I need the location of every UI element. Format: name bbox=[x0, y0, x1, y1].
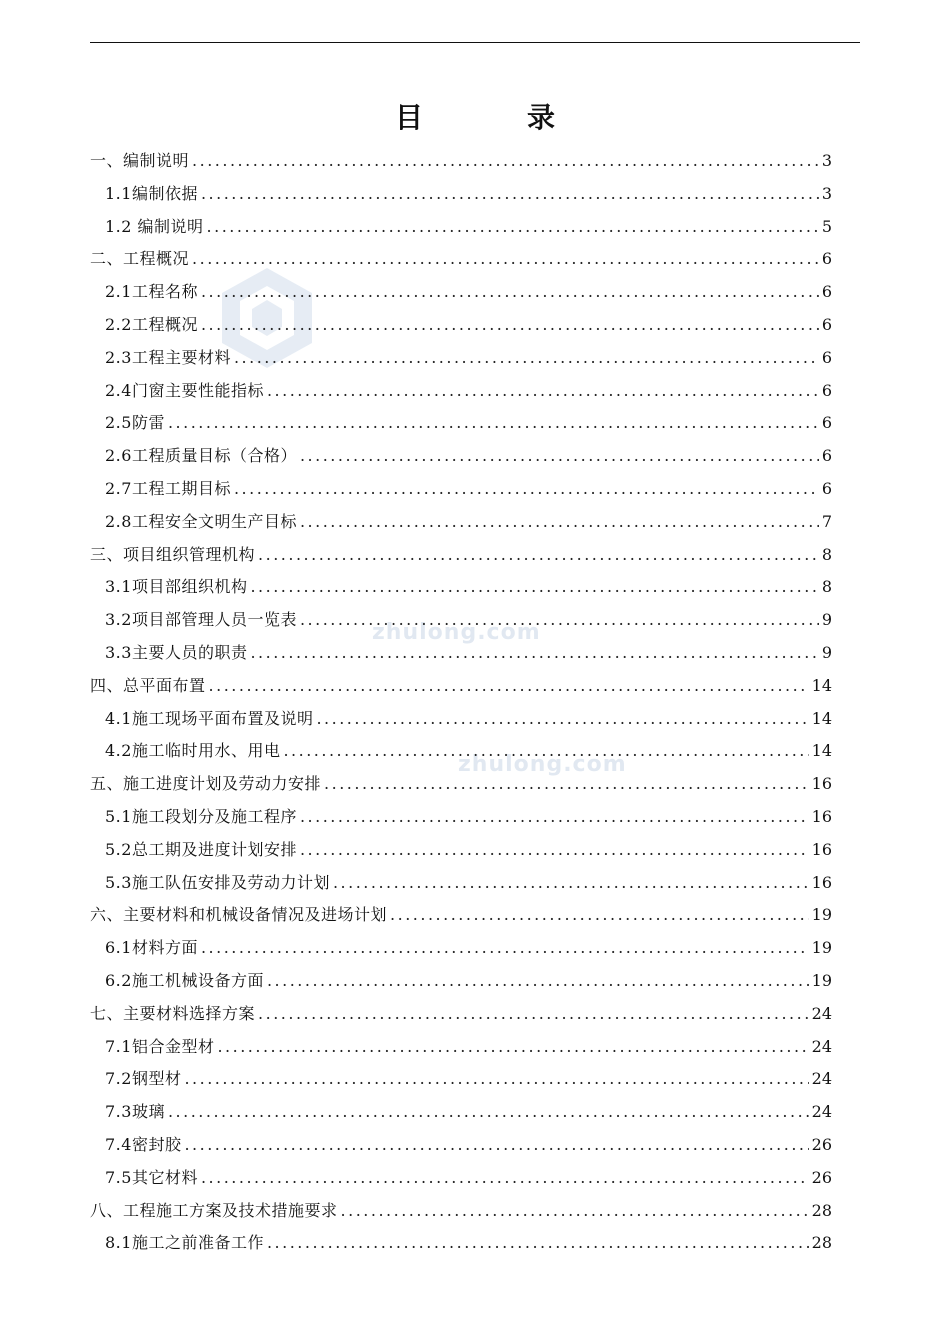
toc-entry-label: 三、项目组织管理机构 bbox=[90, 544, 256, 564]
watermark-text: zhulong.com bbox=[458, 752, 627, 777]
toc-entry-page-number: 24 bbox=[811, 1102, 832, 1122]
toc-dot-leader bbox=[201, 309, 819, 342]
toc-entry-page-number: 26 bbox=[811, 1134, 832, 1154]
toc-entry-page-number: 16 bbox=[811, 872, 832, 892]
toc-entry-page-number: 24 bbox=[811, 1069, 832, 1089]
toc-entry-page-number: 3 bbox=[821, 151, 832, 170]
toc-dot-leader bbox=[283, 735, 808, 768]
toc-dot-leader bbox=[209, 670, 809, 703]
toc-entry-label: 2.2工程概况 bbox=[105, 314, 198, 334]
toc-entry-page-number: 6 bbox=[821, 282, 832, 302]
toc-entry-label: 2.5防雷 bbox=[105, 413, 165, 433]
toc-entry-label: 4.1施工现场平面布置及说明 bbox=[105, 708, 314, 728]
toc-entry[interactable] bbox=[90, 1063, 832, 1096]
toc-entry-label: 2.4门窗主要性能指标 bbox=[105, 380, 264, 400]
toc-entry-label: 八、工程施工方案及技术措施要求 bbox=[90, 1200, 338, 1220]
toc-dot-leader bbox=[390, 899, 809, 932]
toc-entry-label: 2.6工程质量目标（合格） bbox=[105, 446, 297, 466]
toc-entry[interactable] bbox=[90, 506, 832, 539]
toc-dot-leader bbox=[201, 276, 819, 309]
toc-entry-label: 1.1编制依据 bbox=[105, 183, 198, 203]
toc-dot-leader bbox=[258, 998, 809, 1031]
toc-dot-leader bbox=[250, 571, 818, 604]
toc-entry[interactable] bbox=[90, 473, 832, 506]
toc-entry-label: 7.4密封胶 bbox=[105, 1134, 182, 1154]
header-rule bbox=[90, 42, 860, 43]
toc-entry-page-number: 24 bbox=[811, 1003, 832, 1023]
toc-entry-page-number: 9 bbox=[821, 642, 832, 662]
toc-entry-label: 4.2施工临时用水、用电 bbox=[105, 741, 281, 761]
toc-entry[interactable] bbox=[90, 604, 832, 637]
toc-entry-label: 7.5其它材料 bbox=[105, 1167, 198, 1187]
toc-entry[interactable] bbox=[90, 243, 832, 276]
toc-entry-label: 7.1铝合金型材 bbox=[105, 1036, 215, 1056]
toc-entry-label: 5.3施工队伍安排及劳动力计划 bbox=[105, 872, 330, 892]
toc-entry-page-number: 28 bbox=[811, 1233, 832, 1253]
toc-entry-label: 5.1施工段划分及施工程序 bbox=[105, 806, 297, 826]
toc-entry[interactable] bbox=[90, 571, 832, 604]
toc-dot-leader bbox=[250, 637, 818, 670]
toc-dot-leader bbox=[201, 932, 809, 965]
toc-entry-label: 一、编制说明 bbox=[90, 151, 190, 170]
toc-entry[interactable] bbox=[90, 932, 832, 965]
toc-entry-label: 二、工程概况 bbox=[90, 249, 190, 269]
toc-entry-page-number: 19 bbox=[811, 905, 832, 925]
toc-entry[interactable] bbox=[90, 670, 832, 703]
toc-entry-page-number: 6 bbox=[821, 380, 832, 400]
toc-entry-label: 7.2钢型材 bbox=[105, 1069, 182, 1089]
toc-entry-page-number: 6 bbox=[821, 413, 832, 433]
toc-entry[interactable] bbox=[90, 768, 832, 801]
toc-entry-page-number: 6 bbox=[821, 446, 832, 466]
toc-entry-label: 5.2总工期及进度计划安排 bbox=[105, 839, 297, 859]
toc-dot-leader bbox=[217, 1031, 808, 1064]
toc-entry-label: 四、总平面布置 bbox=[90, 675, 206, 695]
toc-entry-page-number: 5 bbox=[821, 216, 832, 236]
toc-entry-page-number: 16 bbox=[811, 839, 832, 859]
toc-dot-leader bbox=[258, 539, 819, 572]
toc-entry-page-number: 9 bbox=[821, 610, 832, 630]
toc-dot-leader bbox=[300, 834, 809, 867]
toc-entry[interactable] bbox=[90, 178, 832, 211]
toc-entry[interactable] bbox=[90, 834, 832, 867]
toc-dot-leader bbox=[333, 867, 809, 900]
toc-entry[interactable] bbox=[90, 342, 832, 375]
toc-entry[interactable] bbox=[90, 801, 832, 834]
toc-entry[interactable] bbox=[90, 1129, 832, 1162]
toc-entry-page-number: 19 bbox=[811, 938, 832, 958]
toc-entry[interactable] bbox=[90, 1096, 832, 1129]
toc-dot-leader bbox=[234, 473, 819, 506]
toc-entry-label: 七、主要材料选择方案 bbox=[90, 1003, 256, 1023]
toc-entry[interactable] bbox=[90, 539, 832, 572]
toc-dot-leader bbox=[201, 178, 819, 211]
toc-entry-label: 六、主要材料和机械设备情况及进场计划 bbox=[90, 905, 388, 925]
toc-entry[interactable] bbox=[90, 440, 832, 473]
toc-entry-label: 7.3玻璃 bbox=[105, 1102, 165, 1122]
toc-dot-leader bbox=[300, 604, 819, 637]
toc-entry-page-number: 14 bbox=[811, 708, 832, 728]
toc-entry-label: 2.1工程名称 bbox=[105, 282, 198, 302]
toc-dot-leader bbox=[324, 768, 809, 801]
toc-dot-leader bbox=[267, 965, 809, 998]
toc-entry-page-number: 16 bbox=[811, 774, 832, 794]
toc-entry[interactable] bbox=[90, 703, 832, 736]
toc-entry[interactable] bbox=[90, 965, 832, 998]
toc-dot-leader bbox=[168, 407, 819, 440]
toc-entry[interactable] bbox=[90, 637, 832, 670]
toc-entry[interactable] bbox=[90, 735, 832, 768]
toc-entry[interactable] bbox=[90, 867, 832, 900]
toc-entry-label: 6.1材料方面 bbox=[105, 938, 198, 958]
toc-entry[interactable] bbox=[90, 145, 832, 178]
toc-entry[interactable] bbox=[90, 1195, 832, 1228]
toc-entry[interactable] bbox=[90, 309, 832, 342]
toc-entry-page-number: 8 bbox=[821, 544, 832, 564]
toc-dot-leader bbox=[316, 703, 808, 736]
toc-entry-label: 3.1项目部组织机构 bbox=[105, 577, 248, 597]
toc-dot-leader bbox=[234, 342, 819, 375]
toc-entry-page-number: 6 bbox=[821, 347, 832, 367]
toc-entry[interactable] bbox=[90, 998, 832, 1031]
toc-entry-page-number: 6 bbox=[821, 478, 832, 498]
toc-entry-label: 3.3主要人员的职责 bbox=[105, 642, 248, 662]
toc-dot-leader bbox=[300, 440, 819, 473]
page-title: 目 录 bbox=[394, 101, 593, 134]
toc-dot-leader bbox=[300, 506, 819, 539]
toc-entry-page-number: 19 bbox=[811, 970, 832, 990]
toc-entry-page-number: 24 bbox=[811, 1036, 832, 1056]
toc-entry-page-number: 8 bbox=[821, 577, 832, 597]
toc-dot-leader bbox=[300, 801, 809, 834]
toc-entry[interactable] bbox=[90, 1227, 832, 1260]
toc-dot-leader bbox=[184, 1129, 808, 1162]
watermark-text: zhulong.com bbox=[372, 620, 541, 645]
toc-dot-leader bbox=[192, 145, 819, 178]
toc-entry-page-number: 28 bbox=[811, 1200, 832, 1220]
table-of-contents bbox=[90, 145, 832, 1260]
toc-entry-page-number: 3 bbox=[821, 183, 832, 203]
toc-entry-page-number: 14 bbox=[811, 741, 832, 761]
toc-dot-leader bbox=[168, 1096, 809, 1129]
toc-dot-leader bbox=[267, 375, 819, 408]
toc-entry-page-number: 16 bbox=[811, 806, 832, 826]
toc-entry[interactable] bbox=[90, 1162, 832, 1195]
toc-entry-label: 2.8工程安全文明生产目标 bbox=[105, 511, 297, 531]
toc-dot-leader bbox=[207, 211, 819, 244]
toc-entry-page-number: 14 bbox=[811, 675, 832, 695]
toc-entry[interactable] bbox=[90, 211, 832, 244]
toc-entry-page-number: 26 bbox=[811, 1167, 832, 1187]
toc-entry[interactable] bbox=[90, 407, 832, 440]
toc-entry-label: 2.7工程工期目标 bbox=[105, 478, 231, 498]
toc-dot-leader bbox=[201, 1162, 809, 1195]
toc-entry-label: 6.2施工机械设备方面 bbox=[105, 970, 264, 990]
toc-entry-label: 五、施工进度计划及劳动力安排 bbox=[90, 774, 322, 794]
toc-entry-page-number: 6 bbox=[821, 314, 832, 334]
toc-entry-page-number: 7 bbox=[821, 511, 832, 531]
toc-entry-label: 2.3工程主要材料 bbox=[105, 347, 231, 367]
toc-dot-leader bbox=[341, 1195, 809, 1228]
toc-entry-label: 1.2 编制说明 bbox=[105, 216, 204, 236]
toc-entry-page-number: 6 bbox=[821, 249, 832, 269]
toc-entry-label: 8.1施工之前准备工作 bbox=[105, 1233, 264, 1253]
toc-entry[interactable] bbox=[90, 375, 832, 408]
toc-dot-leader bbox=[192, 243, 819, 276]
toc-dot-leader bbox=[184, 1063, 808, 1096]
toc-dot-leader bbox=[267, 1227, 809, 1260]
toc-entry[interactable] bbox=[90, 276, 832, 309]
toc-entry[interactable] bbox=[90, 899, 832, 932]
toc-entry[interactable] bbox=[90, 1031, 832, 1064]
toc-entry-label: 3.2项目部管理人员一览表 bbox=[105, 610, 297, 630]
